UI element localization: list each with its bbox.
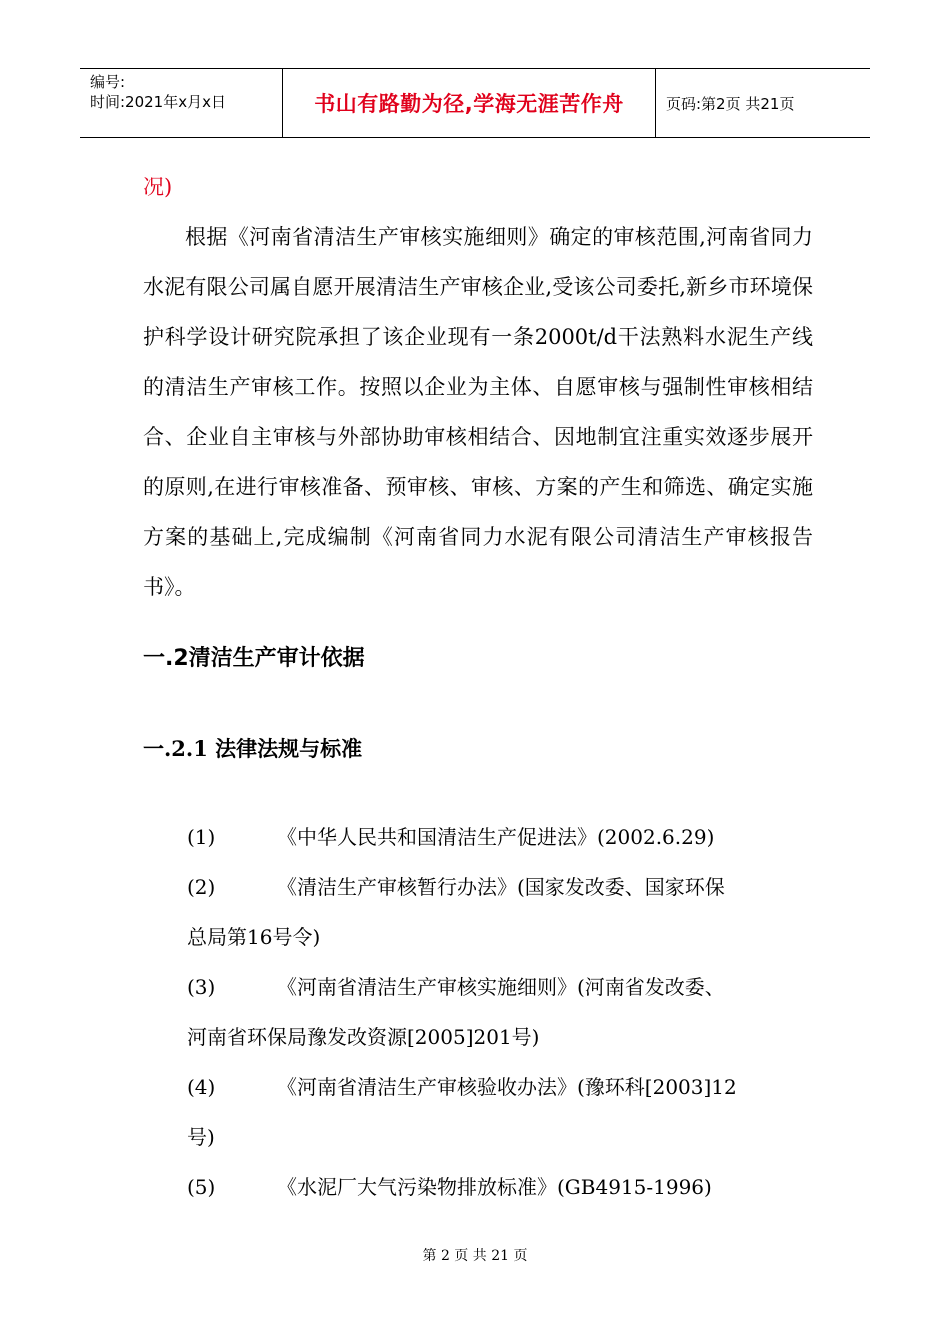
reference-text: 《中华人民共和国清洁生产促进法》(2002.6.29) — [277, 825, 715, 849]
reference-number: (2) — [187, 875, 216, 899]
header-motto-cell — [283, 69, 656, 137]
reference-number: (5) — [187, 1175, 216, 1199]
reference-number: (4) — [187, 1075, 216, 1099]
header-page-info: 页码:第2页 共21页 — [666, 94, 795, 113]
reference-text: 《水泥厂大气污染物排放标准》(GB4915-1996) — [277, 1175, 712, 1199]
subsection-heading: 一.2.1 法律法规与标准 — [143, 736, 363, 761]
reference-continuation: 号) — [187, 1125, 215, 1149]
time-label: 时间:2021年x月x日 — [90, 93, 226, 111]
reference-item — [187, 1062, 817, 1112]
intro-paragraph: 根据《河南省清洁生产审核实施细则》确定的审核范围,河南省同力水泥有限公司属自愿开展清洁生产审核企业,受该公司委托,新乡市环境保护科学设计研究院承担了该企业现有一条2000t/d干法熟料水泥生产线的清洁生产审核工作。按照以企业为主体、自愿审核与强制性审核相结合、企业自主审核与外部协助审核相结合、因地制宜注重实效逐步展开的原则,在进行审核准备、预审核、审核、方案的产生和筛选、确定实施方案的基础上,完成编制《河南省同力水泥有限公司清洁生产审核报告书》。 — [143, 225, 813, 599]
carry-over-text: 况) — [143, 175, 173, 199]
reference-number: (3) — [187, 975, 216, 999]
section-heading: 一.2清洁生产审计依据 — [143, 646, 365, 671]
page-header — [80, 68, 870, 138]
reference-item — [187, 862, 817, 912]
reference-text: 《清洁生产审核暂行办法》(国家发改委、国家环保 — [277, 875, 725, 899]
reference-number: (1) — [187, 825, 216, 849]
code-label: 编号: — [90, 73, 126, 91]
reference-text: 《河南省清洁生产审核验收办法》(豫环科[2003]12 — [277, 1075, 737, 1099]
reference-list — [187, 812, 817, 1212]
reference-item — [187, 1162, 817, 1212]
reference-continuation: 河南省环保局豫发改资源[2005]201号) — [187, 1025, 540, 1049]
reference-item — [187, 962, 817, 1012]
reference-item — [187, 812, 817, 862]
page-footer: 第 2 页 共 21 页 — [422, 1248, 528, 1264]
header-meta — [80, 69, 283, 137]
reference-text: 《河南省清洁生产审核实施细则》(河南省发改委、 — [277, 975, 725, 999]
motto-text: 书山有路勤为径,学海无涯苦作舟 — [314, 92, 624, 116]
reference-continuation: 总局第16号令) — [187, 925, 321, 949]
